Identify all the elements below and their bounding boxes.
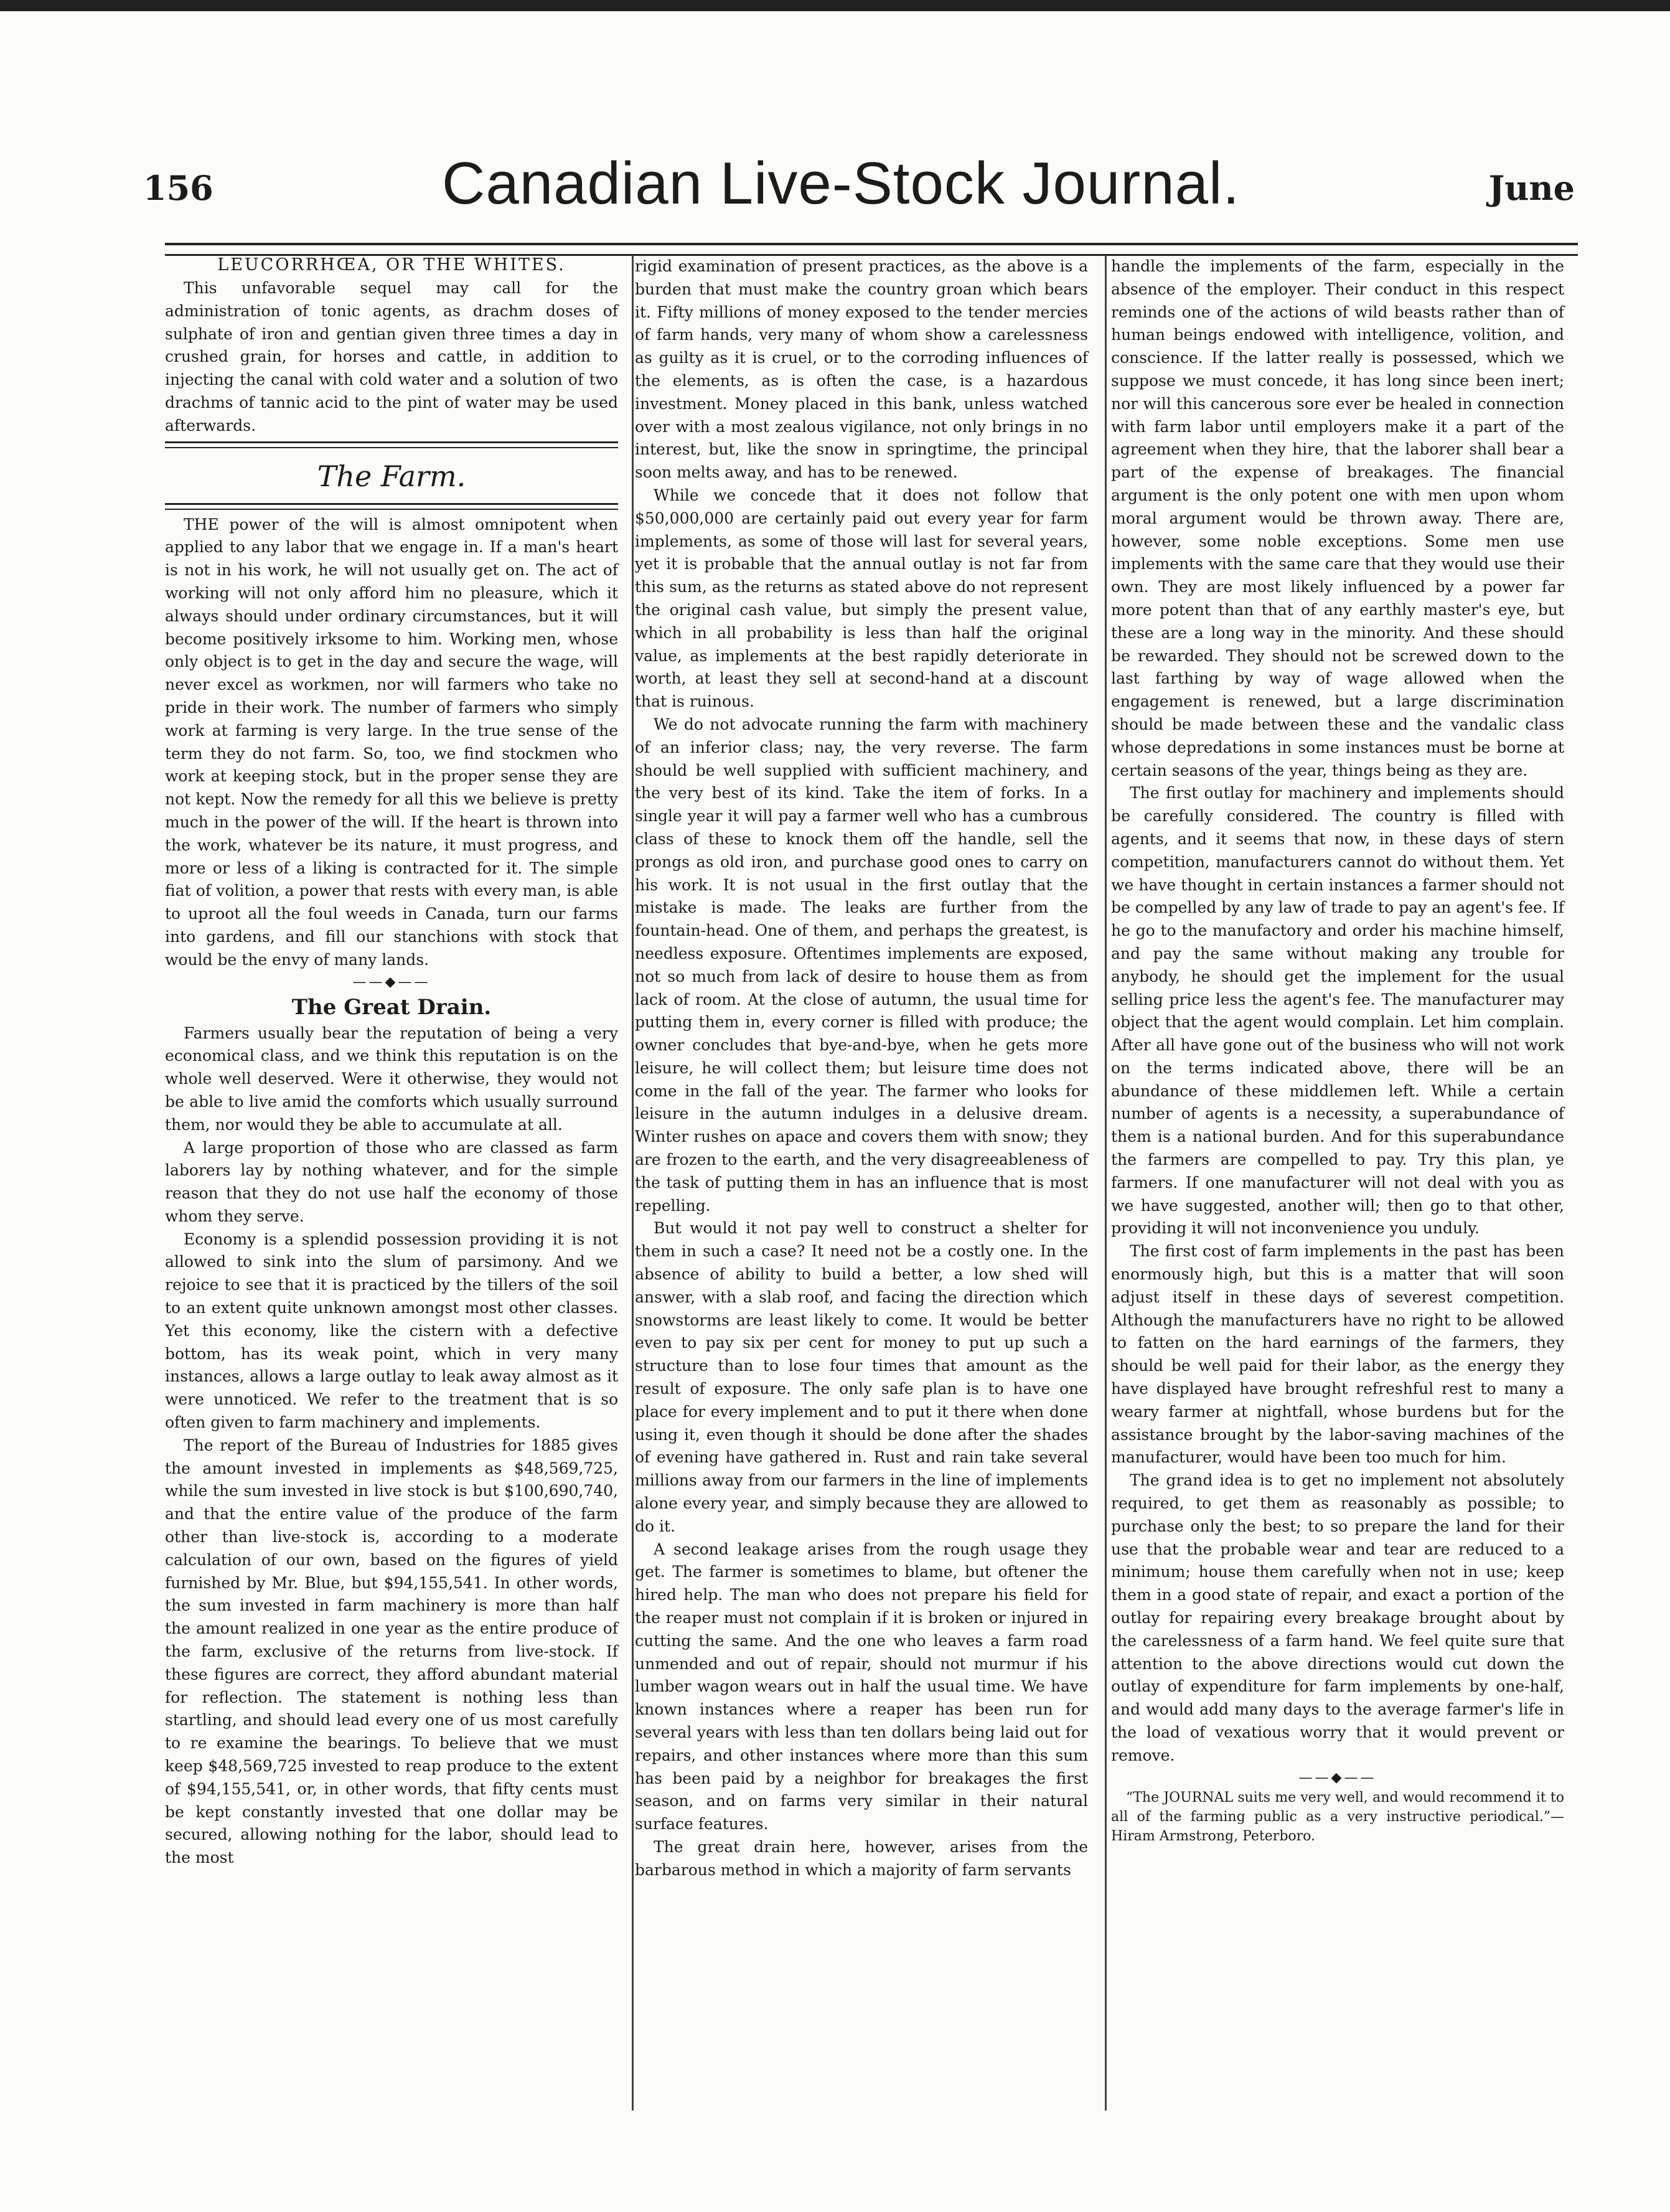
- farm-paragraph: THE power of the will is almost omnipotent when applied to any labor that we engage in. If a man's heart is not in his work, he will not usually get on. The act of working will not only afford him no pleasure, which it always should under ordinary circumstances, but it will become positively irksome to him. Working men, whose only object is to get in the day and secure the wage, will never excel as workmen, nor will farmers who take no pride in their work. The number of farmers who simply work at farming is very large. In the true sense of the term they do not farm. So, too, we find stockmen who work at keeping stock, but in the proper sense they are not kept. Now the remedy for all this we believe is pretty much in the power of the will. If the heart is thrown into the work, whatever be its nature, it must progress, and more or less of a liking is contracted for it. The simple fiat of volition, a power that rests with every man, is able to uproot all the foul weeds in Canada, turn our farms into gardens, and fill our stanchions with stock that would be the envy of many lands.: [165, 515, 618, 969]
- column-two-paragraph: The great drain here, however, arises from the barbarous method in which a majority of farm servants: [635, 1837, 1088, 1879]
- page-number: 156: [143, 168, 213, 208]
- top-edge-rule: [0, 0, 1670, 17]
- drain-paragraph: A large proportion of those who are classed as farm laborers lay by nothing whatever, and for the simple reason that they do not use half the economy of those whom they serve.: [165, 1138, 618, 1225]
- great-drain-title: The Great Drain.: [291, 994, 492, 1020]
- ornament-divider: ——◆——: [352, 974, 431, 990]
- top-edge-gap: [0, 14, 149, 17]
- section-rule: [165, 441, 618, 448]
- column-two-paragraph: But would it not pay well to construct a shelter for them in such a case? It need not be a costly one. In the absence of ability to build a better, a low shed will answer, with a slab roof, and facing the direction which snowstorms are least likely to come. It would be better even to pay six per cent for money to put up such a structure than to lose four times that amount as the result of exposure. The only safe plan is to have one place for every implement and to put it there when done using it, even though it should be done after the shades of evening have gathered in. Rust and rain take several millions away from our farmers in the line of implements alone every year, and simply because they are allowed to do it.: [635, 1219, 1088, 1535]
- column-two: [635, 255, 1088, 2123]
- column-one: [165, 255, 618, 2123]
- page-header: [143, 149, 1575, 243]
- drain-paragraph: Farmers usually bear the reputation of being a very economical class, and we think this reputation is on the whole well deserved. Were it otherwise, they would not be able to live amid the comforts which usually surround them, nor would they be able to accumulate at all.: [165, 1024, 618, 1134]
- column-three-paragraph: The first cost of farm implements in the past has been enormously high, but this is a matter that will soon adjust itself in these days of severest competition. Although the manufacturers have no right to be allowed to fatten on the hard earnings of the farmers, they should be well paid for their labor, as the energy they have displayed have brought refreshful rest to many a weary farmer at nightfall, whose burdens but for the assistance brought by the labor-saving machines of the manufacturer, would have been too much for him.: [1111, 1242, 1564, 1467]
- leucorrhoea-title: LEUCORRHŒA, OR THE WHITES.: [217, 255, 566, 275]
- column-two-paragraph: rigid examination of present practices, as the above is a burden that must make the country groan which bears it. Fifty millions of money exposed to the tender mercies of farm hands, very many of whom show a carelessness as guilty as it is cruel, or to the corroding influences of the elements, as is often the case, is a hazardous investment. Money placed in this bank, unless watched over with a most zealous vigilance, not only brings in no interest, but, like the snow in springtime, the principal soon melts away, and has to be renewed.: [635, 257, 1088, 482]
- column-two-paragraph: A second leakage arises from the rough usage they get. The farmer is sometimes to blame, but oftener the hired help. The man who does not prepare his field for the reaper must not complain if it is broken or injured in cutting the same. And the one who leaves a farm road unmended and out of repair, should not murmur if his lumber wagon wears out in half the usual time. We have known instances where a reaper has been run for several years with less than ten dollars being laid out for repairs, and other instances where more than this sum has been paid by a neighbor for breakages the first season, and on farms very similar in their natural surface features.: [635, 1540, 1088, 1833]
- section-rule: [165, 503, 618, 510]
- article-columns: [165, 255, 1578, 2123]
- header-rule: [165, 243, 1578, 256]
- column-three: [1111, 255, 1564, 2123]
- column-three-paragraph: The grand idea is to get no implement not absolutely required, to get them as reasonably as possible; to purchase only the best; to so prepare the land for their use that the probable wear and tear are reduced to a minimum; house them carefully when not in use; keep them in a good state of repair, and exact a portion of the outlay for repairing every breakage brought about by the carelessness of a farm hand. We feel quite sure that attention to the above directions would cut down the outlay of expenditure for farm implements by one-half, and would add many days to the average farmer's life in the load of vexatious worry that it would prevent or remove.: [1111, 1471, 1564, 1764]
- drain-paragraph: Economy is a splendid possession providing it is not allowed to sink into the slum of parsimony. And we rejoice to see that it is practiced by the tillers of the soil to an extent quite unknown amongst most other classes. Yet this economy, like the cistern with a defective bottom, has its weak point, which in very many instances, allows a large outlay to leak away almost as it were unnoticed. We refer to the treatment that is so often given to farm machinery and implements.: [165, 1230, 618, 1432]
- issue-month: June: [1488, 168, 1575, 208]
- column-two-paragraph: We do not advocate running the farm with machinery of an inferior class; nay, the very reverse. The farm should be well supplied with sufficient machinery, and the very best of its kind. Take the item of forks. In a single year it will pay a farmer well who has a cumbrous class of these to knock them off the handle, sell the prongs as old iron, and purchase good ones to carry on his work. It is not usual in the first outlay that the mistake is made. The leaks are further from the fountain-head. One of them, and perhaps the greatest, is needless exposure. Oftentimes implements are exposed, not so much from lack of desire to house them as from lack of room. At the close of autumn, the usual time for putting them in, every corner is filled with produce; the owner concludes that bye-and-bye, when he gets more leisure, he will collect them; but leisure time does not come in the fall of the year. The farmer who looks for leisure in the autumn indulges in a delusive dream. Winter rushes on apace and covers them with snow; they are frozen to the earth, and the very disagreeableness of the task of putting them in has an influence that is most repelling.: [635, 715, 1088, 1215]
- leucorrhoea-text: This unfavorable sequel may call for the administration of tonic agents, as drachm doses of sulphate of iron and gentian given three times a day in crushed grain, for horses and cattle, in addition to injecting the canal with cold water and a solution of two drachms of tannic acid to the pint of water may be used afterwards.: [165, 279, 618, 435]
- journal-title: Canadian Live-Stock Journal.: [442, 150, 1241, 217]
- ornament-divider: ——◆——: [1298, 1769, 1377, 1786]
- testimonial-quote: “The JOURNAL suits me very well, and would recommend it to all of the farming public as a very instructive periodical.”—Hiram Armstrong, Peterboro.: [1111, 1789, 1564, 1844]
- drain-paragraph: The report of the Bureau of Industries for 1885 gives the amount invested in implements as $48,569,725, while the sum invested in live stock is but $100,690,740, and that the entire value of the produce of the farm other than live-stock is, according to a moderate calculation of our own, based on the figures of yield furnished by Mr. Blue, but $94,155,541. In other words, the sum invested in farm machinery is more than half the amount realized in one year as the entire produce of the farm, exclusive of the returns from live-stock. If these figures are correct, they afford abundant material for reflection. The statement is nothing less than startling, and should lead every one of us most carefully to re examine the bearings. To believe that we must keep $48,569,725 invested to reap produce to the extent of $94,155,541, or, in other words, that fifty cents must be kept constantly invested that one dollar may be secured, allowing nothing for the labor, should lead to the most: [165, 1436, 618, 1867]
- column-two-paragraph: While we concede that it does not follow that $50,000,000 are certainly paid out every year for farm implements, as some of those will last for several years, yet it is probable that the annual outlay is not far from this sum, as the returns as stated above do not represent the original cash value, but simply the present value, which in all probability is less than half the original value, as implements at the best rapidly deteriorate in worth, at least they sell at second-hand at a discount that is ruinous.: [635, 486, 1088, 711]
- farm-section-title: The Farm.: [317, 459, 466, 493]
- column-three-paragraph: handle the implements of the farm, especially in the absence of the employer. Their conduct in this respect reminds one of the actions of wild beasts rather than of human beings endowed with intelligence, volition, and conscience. If the latter really is possessed, which we suppose we must concede, it has long since been inert; nor will this cancerous sore ever be healed in connection with farm labor until employers make it a part of the agreement when they hire, that the laborer shall bear a part of the expense of breakages. The financial argument is the only potent one with men upon whom moral argument would be thrown away. There are, however, some noble exceptions. Some men use implements with the same care that they would use their own. They are most likely influenced by a power far more potent than that of any earthly master's eye, but these are a long way in the minority. And these should be rewarded. They should not be screwed down to the last farthing by way of wage allowed when the engagement is renewed, but a large discrimination should be made between these and the vandalic class whose depredations in some instances must be borne at certain seasons of the year, things being as they are.: [1111, 257, 1564, 779]
- column-three-paragraph: The first outlay for machinery and implements should be carefully considered. The country is filled with agents, and it seems that now, in these days of stern competition, manufacturers cannot do without them. Yet we have thought in certain instances a farmer should not be compelled by any law of trade to pay an agent's fee. If he go to the manufactory and order his machine himself, and pay the same without making any trouble for anybody, he should get the implement for the usual selling price less the agent's fee. The manufacturer may object that the agent would complain. Let him complain. After all have gone out of the business who will not work on the terms indicated above, there will be an abundance of these middlemen left. While a certain number of agents is a necessity, a superabundance of them is a national burden. And for this superabundance the farmers are compelled to pay. Try this plan, ye farmers. If one manufacturer will not deal with you as we have suggested, another will; then go to that other, providing it will not inconvenience you unduly.: [1111, 784, 1564, 1238]
